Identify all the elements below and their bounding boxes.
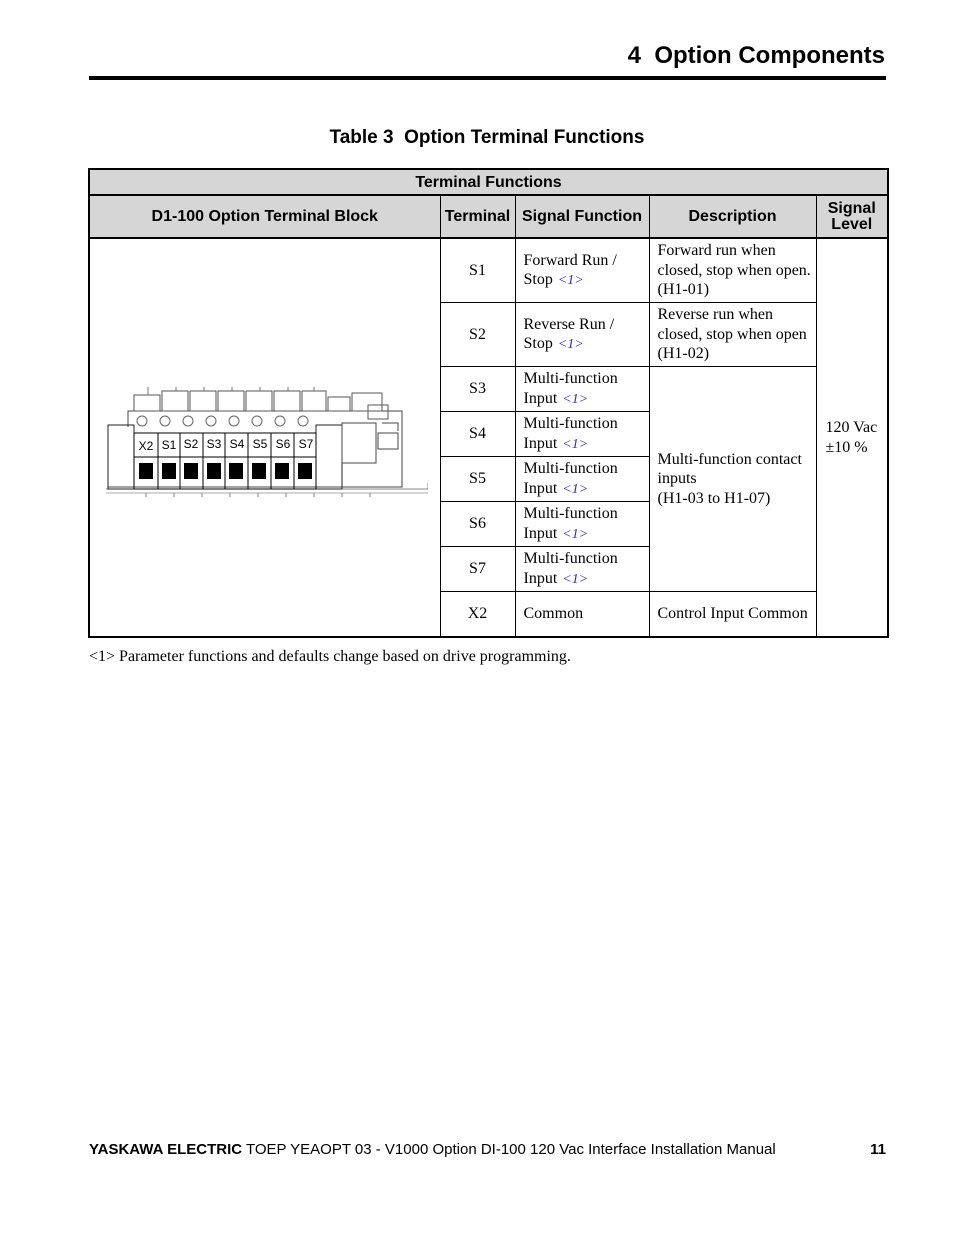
- col-header-description: Description: [649, 195, 816, 238]
- function-text: Multi-function: [523, 550, 618, 567]
- footnote-ref-link[interactable]: <1>: [562, 391, 589, 407]
- function-text: Multi-function: [523, 415, 618, 432]
- terminal-cell: S3: [440, 367, 515, 412]
- footnote-ref-link[interactable]: <1>: [562, 436, 589, 452]
- function-text: Stop: [523, 335, 553, 352]
- signal-level-header-line1: Signal: [827, 199, 876, 217]
- col-header-signal-function: Signal Function: [515, 195, 649, 238]
- terminal-block-illustration: [102, 387, 428, 513]
- terminal-cell: S7: [440, 547, 515, 592]
- signal-level-tolerance: ±10 %: [825, 438, 868, 456]
- multi-description-params: (H1-03 to H1-07): [657, 489, 771, 507]
- terminal-block-figure-cell: [89, 238, 440, 637]
- figure-label-s1: S1: [161, 438, 177, 452]
- signal-function-cell: [515, 502, 649, 547]
- signal-function-cell: [515, 238, 649, 303]
- function-text: Stop: [523, 271, 553, 288]
- signal-function-cell: [515, 457, 649, 502]
- col-header-signal-level: [816, 195, 888, 238]
- footnote-ref-link[interactable]: <1>: [562, 526, 589, 542]
- function-text: Reverse Run /: [523, 315, 615, 333]
- signal-level-value: 120 Vac: [825, 419, 878, 436]
- signal-function-cell: [515, 303, 649, 367]
- figure-label-s3: S3: [206, 437, 222, 451]
- figure-label-s2: S2: [183, 437, 199, 451]
- page-footer: [89, 1141, 886, 1158]
- signal-function-cell: [515, 547, 649, 592]
- function-text: Input: [523, 389, 558, 407]
- terminal-cell: X2: [440, 592, 515, 638]
- figure-label-s7: S7: [298, 437, 314, 451]
- footnote-ref-link[interactable]: <1>: [562, 571, 589, 587]
- figure-label-s5: S5: [252, 437, 268, 451]
- table-footnote: <1> Parameter functions and defaults change based on drive programming.: [89, 648, 571, 665]
- section-title: 4 Option Components: [627, 42, 885, 69]
- function-text: Input: [523, 434, 558, 452]
- figure-label-x2: X2: [138, 439, 154, 453]
- function-text: Input: [523, 479, 558, 497]
- footnote-ref-link[interactable]: <1>: [562, 481, 589, 497]
- description-cell: Reverse run when closed, stop when open (H1-02): [649, 303, 816, 367]
- terminal-cell: S4: [440, 412, 515, 457]
- signal-level-cell: [816, 238, 888, 637]
- terminal-cell: S2: [440, 303, 515, 367]
- function-text: Multi-function: [523, 370, 618, 387]
- function-text: Forward Run /: [523, 251, 617, 269]
- terminal-functions-table: [88, 168, 889, 638]
- terminal-cell: S6: [440, 502, 515, 547]
- terminal-cell: S5: [440, 457, 515, 502]
- section-rule: [89, 76, 886, 80]
- col-header-terminal: Terminal: [440, 195, 515, 238]
- footnote-ref-link[interactable]: <1>: [557, 337, 584, 352]
- function-text: Multi-function: [523, 460, 618, 477]
- description-cell: Control Input Common: [649, 592, 816, 638]
- signal-function-cell: Common: [515, 592, 649, 638]
- function-text: Multi-function: [523, 505, 618, 522]
- table-title: Table 3 Option Terminal Functions: [329, 127, 645, 148]
- table-row: [89, 238, 888, 303]
- group-header: Terminal Functions: [89, 169, 888, 195]
- description-cell: [649, 367, 816, 592]
- footer-brand: YASKAWA ELECTRIC: [89, 1141, 243, 1158]
- page-number: 11: [870, 1141, 886, 1158]
- signal-function-cell: [515, 367, 649, 412]
- function-text: Input: [523, 569, 558, 587]
- signal-function-cell: [515, 412, 649, 457]
- footer-manual-title: TOEP YEAOPT 03 - V1000 Option DI-100 120 Vac Interface Installation Manual: [242, 1141, 776, 1158]
- col-header-block: D1-100 Option Terminal Block: [89, 195, 440, 238]
- function-text: Input: [523, 524, 558, 542]
- multi-description-text: Multi-function contact inputs: [657, 450, 802, 488]
- footnote-ref-link[interactable]: <1>: [557, 273, 584, 288]
- signal-level-header-line2: Level: [831, 215, 873, 233]
- terminal-cell: S1: [440, 238, 515, 303]
- figure-label-s6: S6: [275, 437, 291, 451]
- figure-label-s4: S4: [229, 437, 245, 451]
- description-cell: Forward run when closed, stop when open.(H1-01): [649, 238, 816, 303]
